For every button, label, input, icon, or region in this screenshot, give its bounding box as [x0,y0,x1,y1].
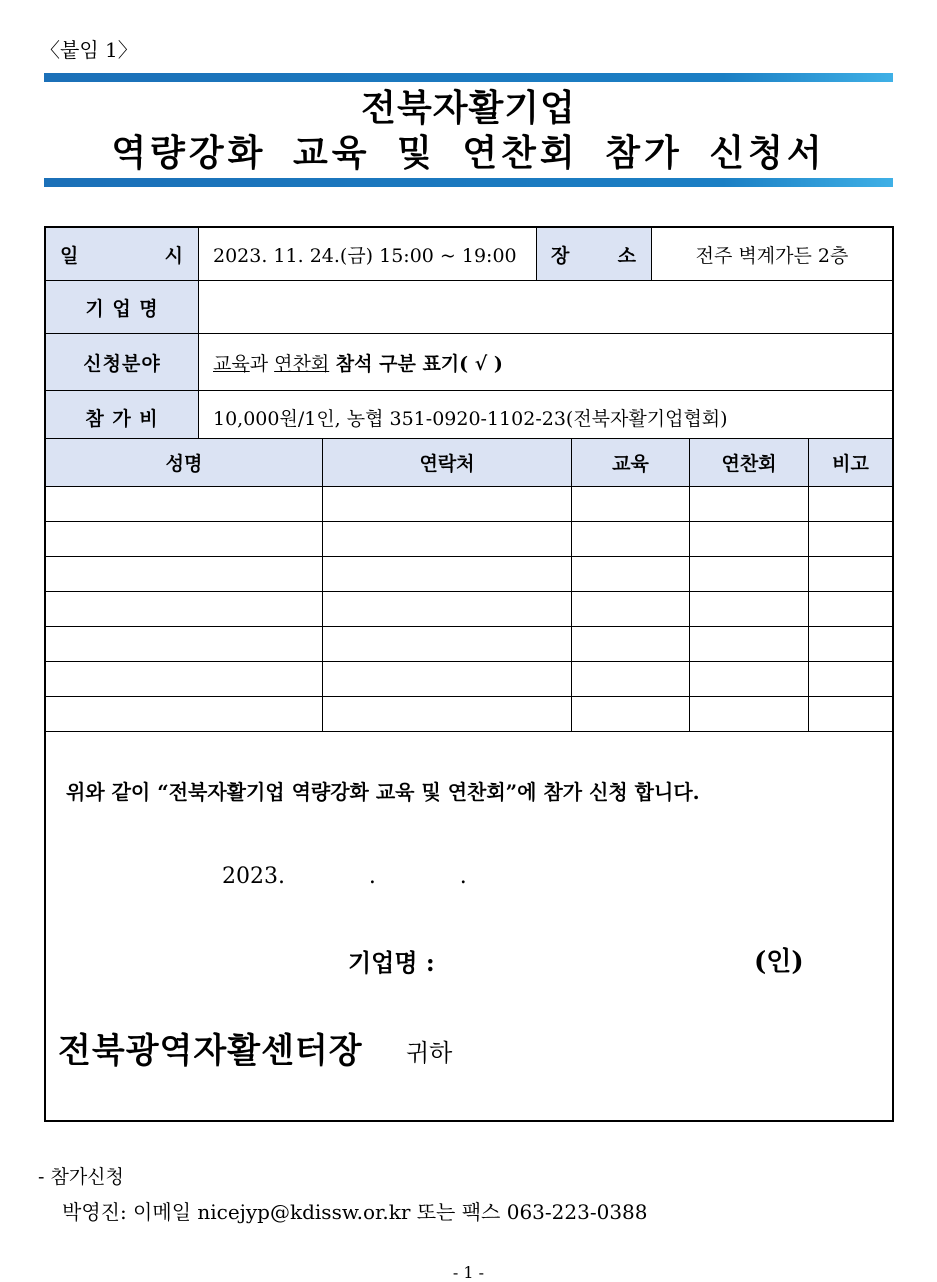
participants-body [46,487,892,732]
header-name: 성명 [46,439,323,487]
company-row [46,281,892,334]
table-cell[interactable] [809,487,893,522]
table-cell[interactable] [690,557,809,592]
seal-label: (인) [754,947,804,977]
date-label: 일 시 [46,228,199,281]
table-cell[interactable] [323,662,572,697]
table-cell[interactable] [323,522,572,557]
table-cell[interactable] [46,662,323,697]
table-cell[interactable] [809,697,893,732]
table-cell[interactable] [323,697,572,732]
category-label: 신청분야 [46,334,199,391]
table-cell[interactable] [572,487,690,522]
signature-date: 2023. . . [222,864,467,889]
note-contact: 박영진: 이메일 nicejyp@kdissw.or.kr 또는 팩스 063-223-0388 [62,1200,648,1224]
date-row [46,228,892,281]
header-contact: 연락처 [323,439,572,487]
header-remarks: 비고 [809,439,893,487]
table-cell[interactable] [572,592,690,627]
table-cell[interactable] [809,557,893,592]
title-bar-bottom [44,178,893,187]
table-cell[interactable] [46,697,323,732]
table-cell[interactable] [572,557,690,592]
header-education: 교육 [572,439,690,487]
addressee-suffix: 귀하 [406,1039,453,1067]
table-cell[interactable] [323,592,572,627]
place-label: 장 소 [537,228,652,281]
info-table [46,228,892,444]
table-cell[interactable] [809,522,893,557]
participants-header [46,439,892,487]
table-cell[interactable] [690,487,809,522]
table-cell[interactable] [46,592,323,627]
fee-label: 참 가 비 [46,391,199,444]
category-edu: 교육 [213,352,250,375]
table-row [46,592,892,627]
table-cell[interactable] [690,592,809,627]
table-cell[interactable] [46,557,323,592]
table-cell[interactable] [809,592,893,627]
date-value: 2023. 11. 24.(금) 15:00 ~ 19:00 [199,228,537,281]
table-cell[interactable] [46,522,323,557]
participants-table [46,438,892,732]
company-field[interactable] [199,281,893,334]
table-cell[interactable] [323,487,572,522]
table-row [46,662,892,697]
category-rest: 참석 구분 표기( √ ) [329,352,503,375]
title-line-1: 전북자활기업 [361,87,576,129]
category-party: 연찬회 [274,352,330,375]
declaration-text: 위와 같이 “전북자활기업 역량강화 교육 및 연찬회”에 참가 신청 합니다. [66,780,700,804]
note-apply-heading: - 참가신청 [38,1166,124,1188]
category-value [199,334,893,391]
table-cell[interactable] [46,487,323,522]
application-form [44,226,894,1122]
table-cell[interactable] [572,627,690,662]
table-row [46,697,892,732]
table-row [46,627,892,662]
table-cell[interactable] [323,557,572,592]
table-cell[interactable] [572,697,690,732]
attachment-label: 〈붙임 1〉 [40,38,138,62]
title-line-2: 역량강화 교육 및 연찬회 참가 신청서 [111,132,826,174]
table-cell[interactable] [690,697,809,732]
fee-value: 10,000원/1인, 농협 351-0920-1102-23(전북자활기업협회) [199,391,893,444]
page-number: - 1 - [452,1263,485,1282]
place-value: 전주 벽계가든 2층 [652,228,893,281]
table-row [46,522,892,557]
table-row [46,557,892,592]
title-bar-top [44,73,893,82]
table-cell[interactable] [809,627,893,662]
addressee: 전북광역자활센터장 [58,1031,363,1071]
table-cell[interactable] [690,662,809,697]
company-label: 기 업 명 [46,281,199,334]
fee-row [46,391,892,444]
table-cell[interactable] [809,662,893,697]
company-sign-label: 기업명 : [348,948,435,977]
table-cell[interactable] [323,627,572,662]
category-and: 과 [249,352,275,375]
table-cell[interactable] [572,522,690,557]
table-row [46,487,892,522]
table-cell[interactable] [690,627,809,662]
category-row [46,334,892,391]
table-cell[interactable] [690,522,809,557]
header-banquet: 연찬회 [690,439,809,487]
table-cell[interactable] [46,627,323,662]
table-cell[interactable] [572,662,690,697]
